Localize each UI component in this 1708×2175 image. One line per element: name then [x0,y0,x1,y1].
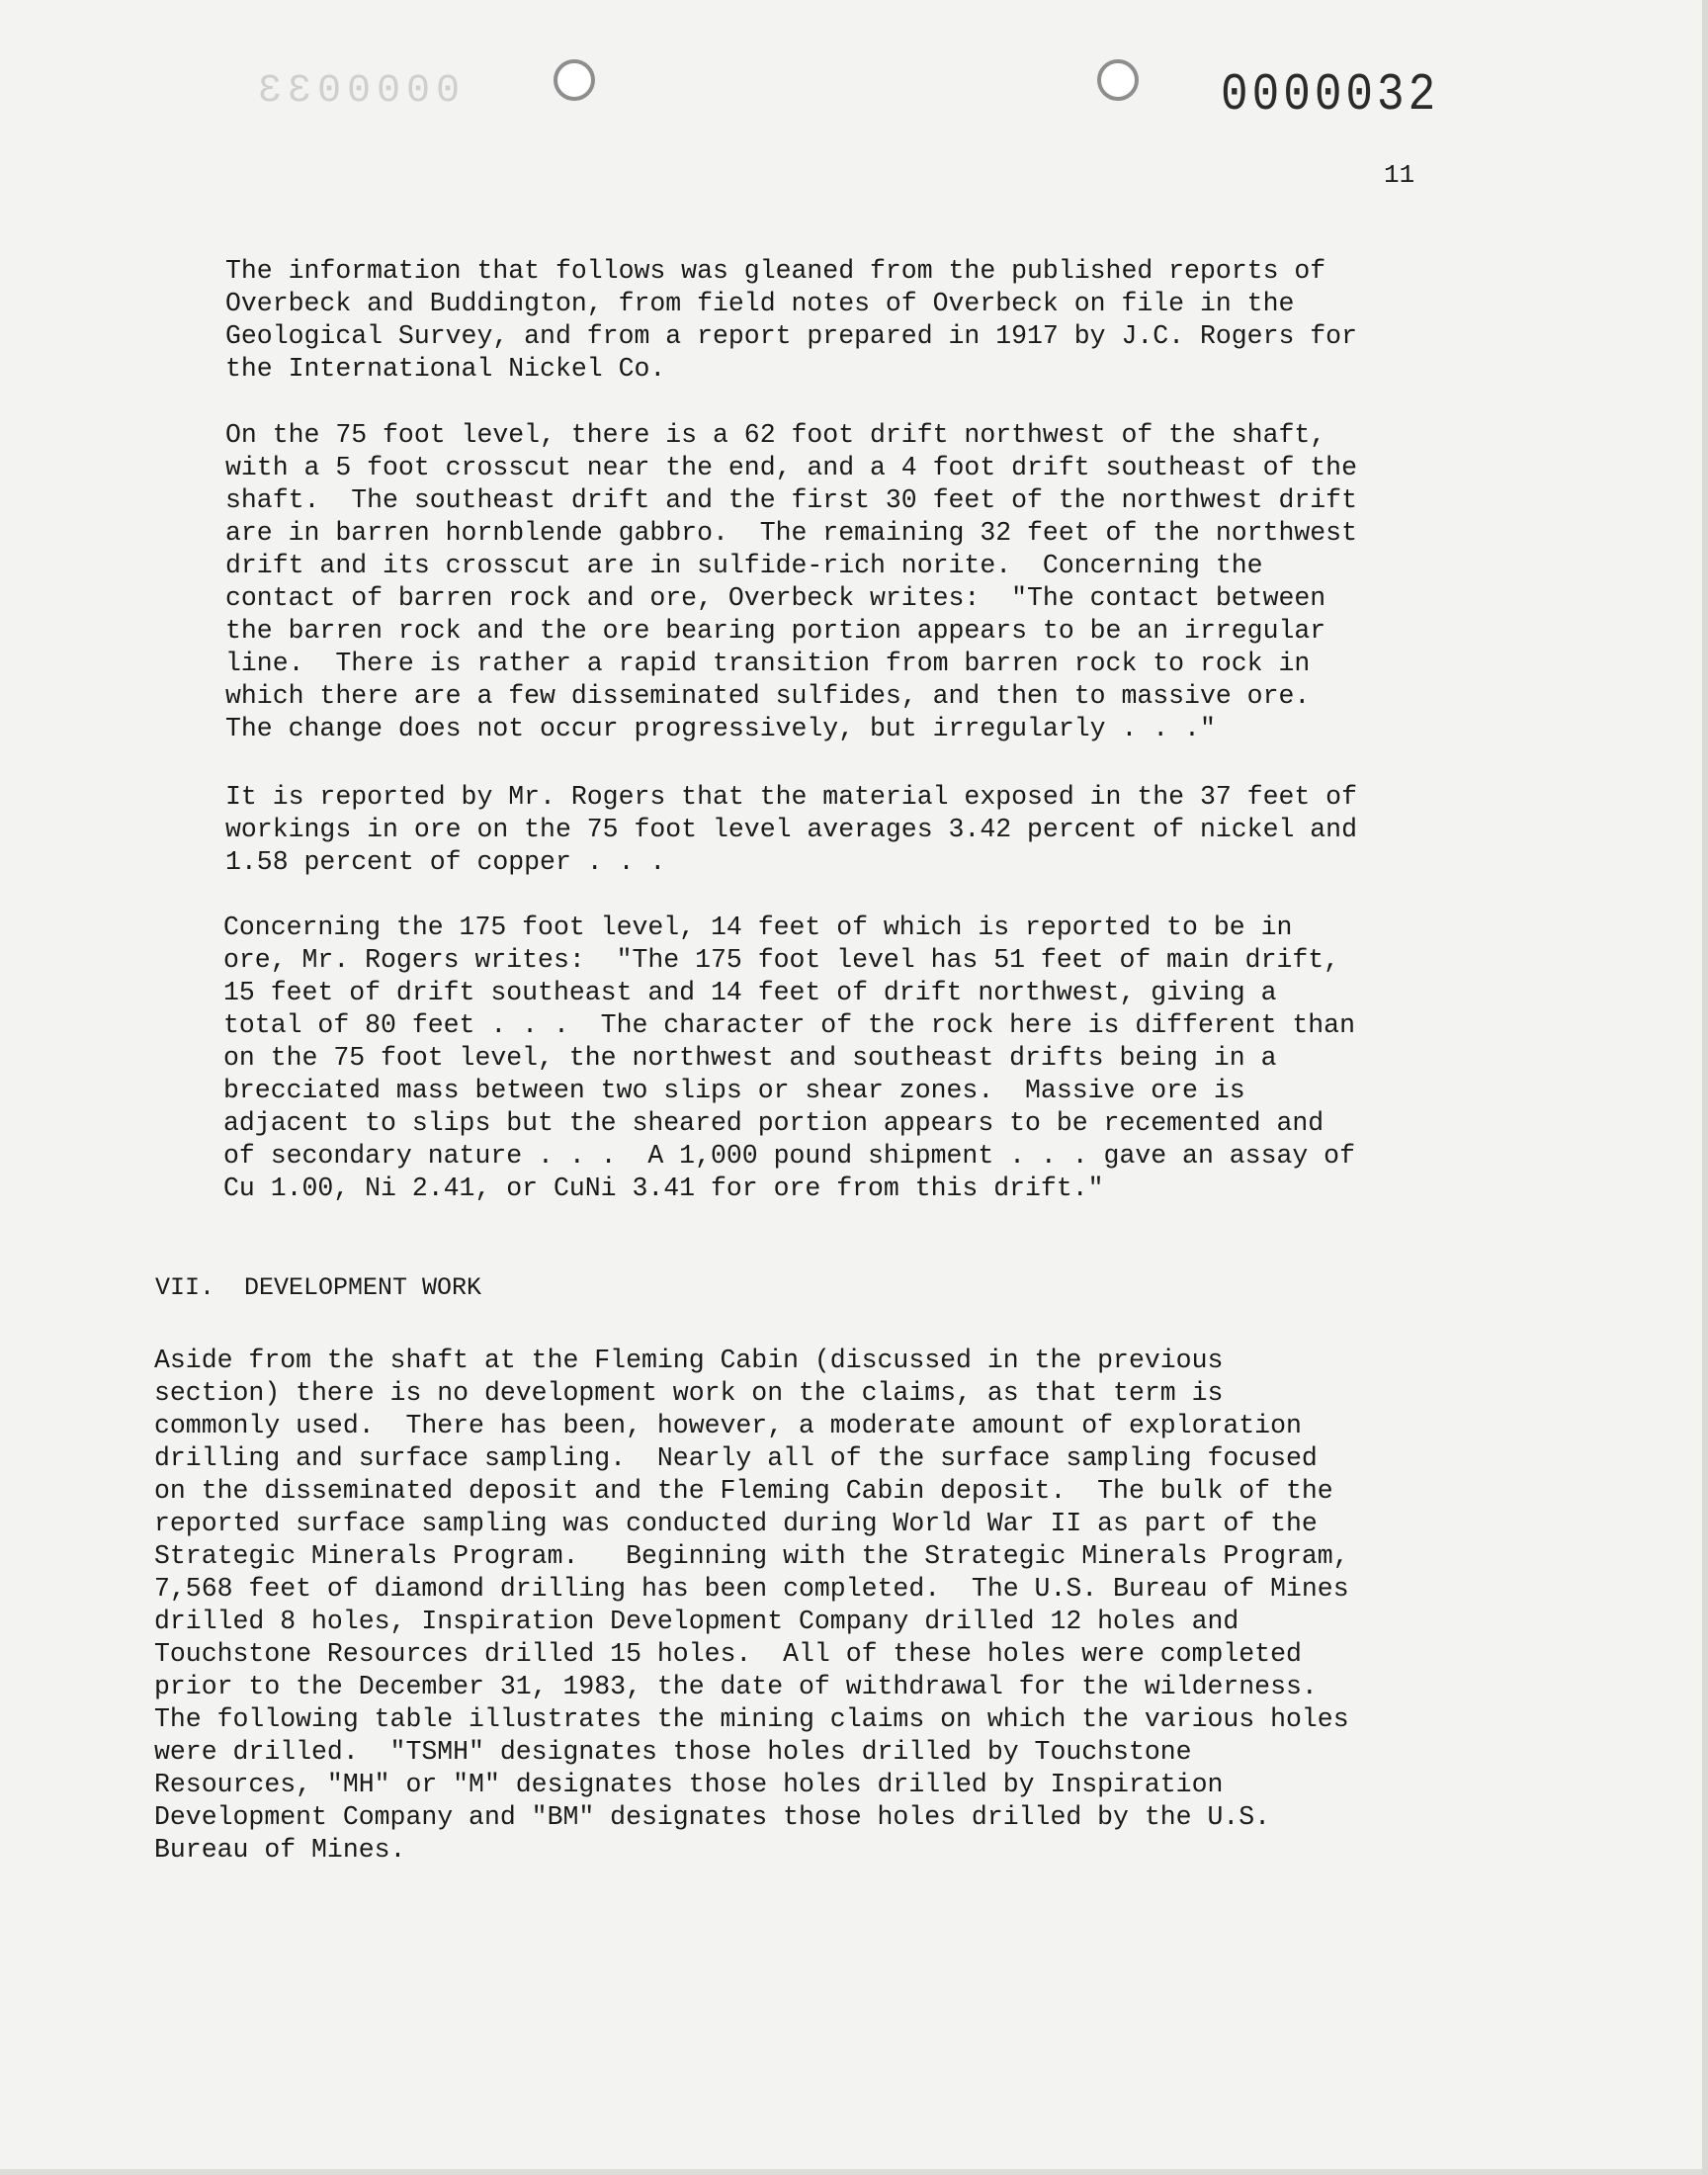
punch-hole-left [554,59,595,101]
stamp-number: 0000032 [1221,65,1440,125]
paragraph-175-foot-level: Concerning the 175 foot level, 14 feet of which is reported to be in ore, Mr. Rogers writes: "The 175 foot level has 51 feet of main drift, 15 feet of drift southeast and 14 feet of drift northwest, giving a total of 80 feet . . . The character of the rock here is different than on the 75 foot level, the northwest and southeast drifts being in a brecciated mass between two slips or shear zones. Massive ore is adjacent to slips but the sheared portion appears to be recemented and of secondary nature . . . A 1,000 pound shipment . . . gave an assay of Cu 1.00, Ni 2.41, or CuNi 3.41 for ore from this drift." [223,913,1355,1203]
section-body-paragraph: Aside from the shaft at the Fleming Cabin (discussed in the previous section) there is no development work on the claims, as that term is commonly used. There has been, however, a moderate amount of exploration drilling and surface sampling. Nearly all of the surface sampling focused on the disseminated deposit and the Fleming Cabin deposit. The bulk of the reported surface sampling was conducted during World War II as part of the Strategic Minerals Program. Beginning with the Strategic Minerals Program, 7,568 feet of diamond drilling has been completed. The U.S. Bureau of Mines drilled 8 holes, Inspiration Development Company drilled 12 holes and Touchstone Resources drilled 15 holes. All of these holes were completed prior to the December 31, 1983, the date of withdrawal for the wilderness. The following table illustrates the mining claims on which the various holes were drilled. "TSMH" designates those holes drilled by Touchstone Resources, "MH" or "M" designates those holes drilled by Inspiration Development Company and "BM" designates those holes drilled by the U.S. Bureau of Mines. [154,1346,1349,1865]
punch-hole-right [1097,59,1139,101]
page-number: 11 [1384,160,1415,190]
ghost-stamp-number: 0000033 [252,69,461,114]
section-heading: VII. DEVELOPMENT WORK [155,1273,482,1302]
paragraph-rogers-assay: It is reported by Mr. Rogers that the material exposed in the 37 feet of workings in ore on the 75 foot level averages 3.42 percent of nickel and 1.58 percent of copper . . . [225,782,1357,877]
paragraph-sources: The information that follows was gleaned from the published reports of Overbeck and Buddington, from field notes of Overbeck on file in the Geological Survey, and from a report prepared in 1917 by J.C. Rogers for the International Nickel Co. [225,256,1357,384]
paragraph-75-foot-level: On the 75 foot level, there is a 62 foot drift northwest of the shaft, with a 5 foot crosscut near the end, and a 4 foot drift southeast of the shaft. The southeast drift and the first 30 feet of the northwest drift are in barren hornblende gabbro. The remaining 32 feet of the northwest drift and its crosscut are in sulfide-rich norite. Concerning the contact of barren rock and ore, Overbeck writes: "The contact between the barren rock and the ore bearing portion appears to be an irregular line. There is rather a rapid transition from barren rock to rock in which there are a few disseminated sulfides, and then to massive ore. The change does not occur progressively, but irregularly . . ." [225,420,1357,743]
